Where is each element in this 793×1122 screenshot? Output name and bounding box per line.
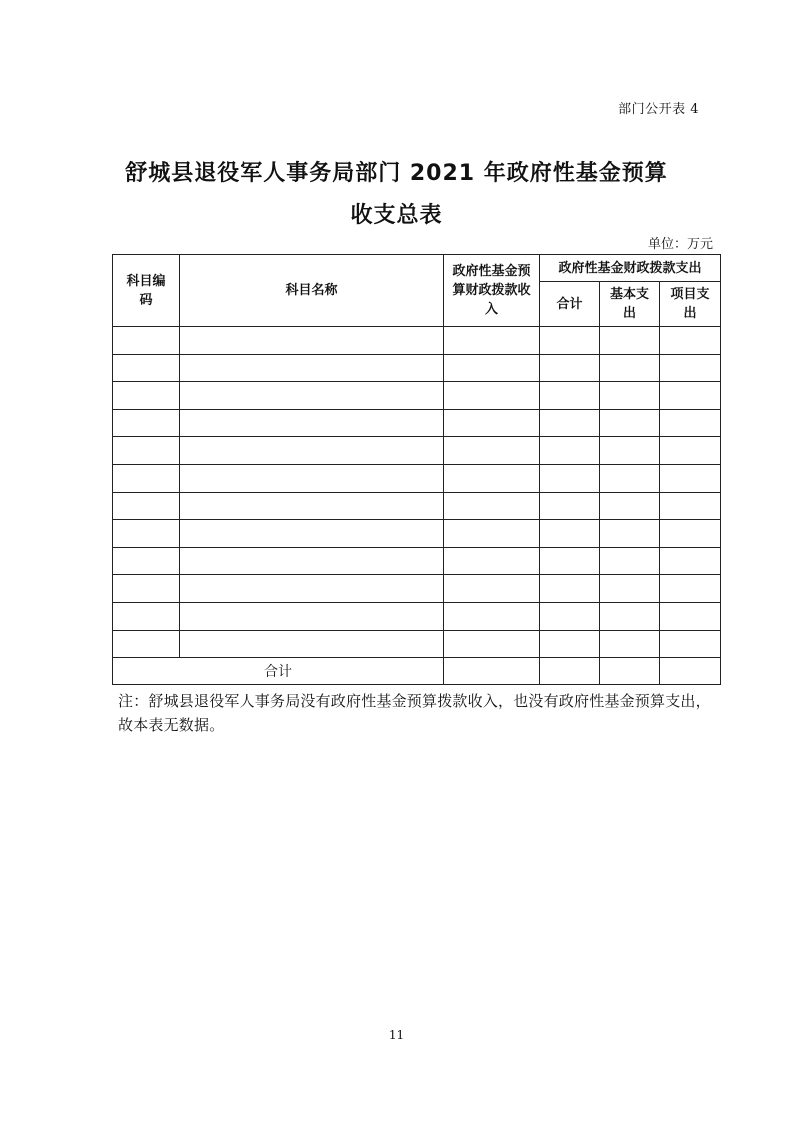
table-cell <box>600 327 660 355</box>
header-total: 合计 <box>540 282 600 327</box>
table-cell <box>540 327 600 355</box>
table-cell <box>444 492 540 520</box>
table-row <box>113 492 721 520</box>
table-cell <box>444 382 540 410</box>
table-cell <box>660 492 721 520</box>
table-cell <box>540 409 600 437</box>
table-row <box>113 409 721 437</box>
table-cell <box>113 575 180 603</box>
table-cell <box>180 602 444 630</box>
total-cell <box>660 658 721 685</box>
header-basic: 基本支出 <box>600 282 660 327</box>
unit-label: 单位：万元 <box>647 237 713 252</box>
table-cell <box>180 409 444 437</box>
table-cell <box>660 437 721 465</box>
table-cell <box>180 547 444 575</box>
table-cell <box>180 575 444 603</box>
table-cell <box>600 437 660 465</box>
table-cell <box>113 437 180 465</box>
table-cell <box>113 602 180 630</box>
header-project: 项目支出 <box>660 282 721 327</box>
table-cell <box>600 520 660 548</box>
table-row <box>113 464 721 492</box>
table-cell <box>180 520 444 548</box>
table-cell <box>180 327 444 355</box>
table-cell <box>113 327 180 355</box>
table-cell <box>444 520 540 548</box>
table-cell <box>660 630 721 658</box>
table-cell <box>540 437 600 465</box>
table-cell <box>660 382 721 410</box>
table-cell <box>660 520 721 548</box>
table-row <box>113 327 721 355</box>
table-cell <box>600 354 660 382</box>
table-cell <box>444 547 540 575</box>
table-row <box>113 547 721 575</box>
table-cell <box>113 464 180 492</box>
table-cell <box>444 602 540 630</box>
table-cell <box>540 630 600 658</box>
table-cell <box>113 354 180 382</box>
page-title-line2: 收支总表 <box>350 203 443 228</box>
table-cell <box>444 327 540 355</box>
table-cell <box>444 354 540 382</box>
table-cell <box>600 575 660 603</box>
footnote: 注：舒城县退役军人事务局没有政府性基金预算拨款收入，也没有政府性基金预算支出，故本表无数据。 <box>118 692 711 734</box>
table-cell <box>660 327 721 355</box>
table-cell <box>113 492 180 520</box>
table-number-label: 部门公开表 4 <box>618 102 699 117</box>
table-cell <box>444 437 540 465</box>
table-cell <box>444 464 540 492</box>
budget-table <box>112 254 721 685</box>
table-cell <box>444 630 540 658</box>
table-cell <box>180 382 444 410</box>
table-cell <box>660 464 721 492</box>
total-cell <box>540 658 600 685</box>
table-cell <box>600 492 660 520</box>
table-cell <box>540 547 600 575</box>
table-cell <box>540 520 600 548</box>
table-cell <box>600 547 660 575</box>
table-cell <box>180 437 444 465</box>
table-cell <box>660 547 721 575</box>
page-title-line1: 舒城县退役军人事务局部门 2021 年政府性基金预算 <box>125 161 668 186</box>
table-cell <box>600 630 660 658</box>
table-cell <box>540 382 600 410</box>
table-cell <box>444 575 540 603</box>
table-cell <box>444 409 540 437</box>
table-row <box>113 575 721 603</box>
table-cell <box>660 354 721 382</box>
table-row <box>113 437 721 465</box>
table-cell <box>180 630 444 658</box>
table-cell <box>113 409 180 437</box>
table-cell <box>540 575 600 603</box>
header-name: 科目名称 <box>180 255 444 327</box>
table-cell <box>180 492 444 520</box>
table-cell <box>600 464 660 492</box>
table-cell <box>180 464 444 492</box>
header-expense-group: 政府性基金财政拨款支出 <box>540 255 721 282</box>
table-cell <box>540 492 600 520</box>
table-cell <box>113 520 180 548</box>
table-row <box>113 354 721 382</box>
table-row <box>113 520 721 548</box>
total-row <box>113 658 721 685</box>
table-cell <box>540 464 600 492</box>
table-cell <box>113 630 180 658</box>
table-cell <box>600 602 660 630</box>
header-income: 政府性基金预算财政拨款收入 <box>444 255 540 327</box>
table-cell <box>660 575 721 603</box>
table-cell <box>540 602 600 630</box>
table-row <box>113 602 721 630</box>
table-cell <box>660 409 721 437</box>
table-cell <box>113 547 180 575</box>
total-cell <box>444 658 540 685</box>
total-label: 合计 <box>113 658 444 685</box>
header-code: 科目编码 <box>113 255 180 327</box>
table-cell <box>660 602 721 630</box>
table-row <box>113 382 721 410</box>
table-row <box>113 630 721 658</box>
table-cell <box>540 354 600 382</box>
table-cell <box>180 354 444 382</box>
table-cell <box>600 409 660 437</box>
table-cell <box>113 382 180 410</box>
page-number: 11 <box>388 1028 405 1042</box>
total-cell <box>600 658 660 685</box>
table-cell <box>600 382 660 410</box>
